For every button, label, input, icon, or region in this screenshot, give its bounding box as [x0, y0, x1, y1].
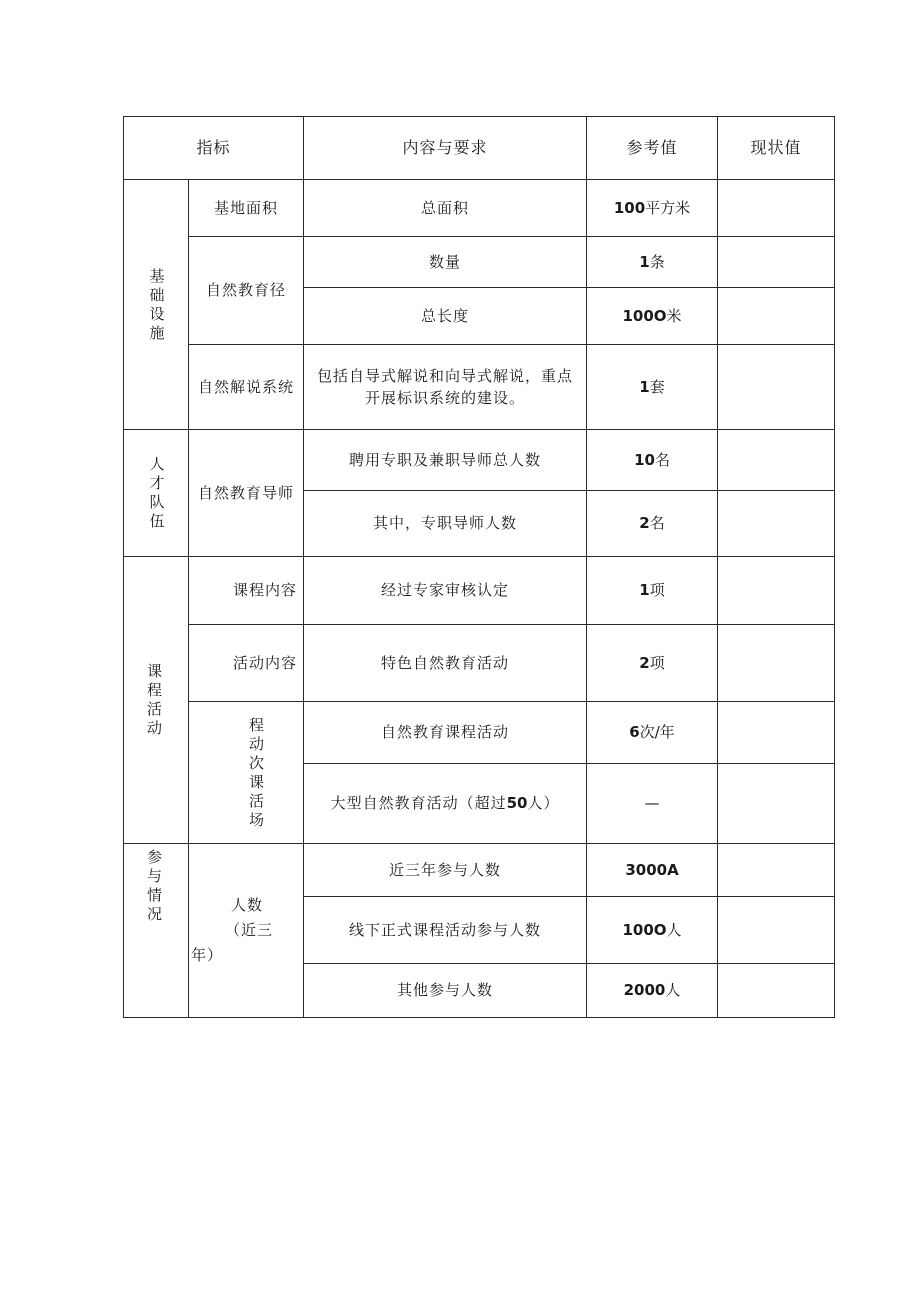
category-participation	[124, 844, 189, 1018]
content-cell: 自然教育课程活动	[304, 702, 587, 764]
category-talent	[124, 430, 189, 557]
table-row	[124, 345, 835, 430]
current-value-cell	[718, 764, 835, 844]
reference-cell: 1条	[587, 237, 718, 288]
current-value-cell	[718, 430, 835, 491]
sub-participants-line1: 人数	[231, 896, 264, 914]
header-current: 现状值	[718, 117, 835, 180]
category-courses	[124, 557, 189, 844]
current-value-cell	[718, 557, 835, 625]
sub-activity-content: 活动内容	[189, 625, 304, 702]
current-value-cell	[718, 897, 835, 964]
reference-cell: 10名	[587, 430, 718, 491]
reference-cell: 3000A	[587, 844, 718, 897]
reference-cell: 100平方米	[587, 180, 718, 237]
category-label: 人才队伍	[149, 455, 166, 530]
current-value-cell	[718, 964, 835, 1018]
content-cell: 经过专家审核认定	[304, 557, 587, 625]
content-cell: 总面积	[304, 180, 587, 237]
table-row	[124, 844, 835, 897]
category-label: 参与情况	[147, 848, 164, 923]
current-value-cell	[718, 702, 835, 764]
table-row	[124, 430, 835, 491]
category-infrastructure	[124, 180, 189, 430]
header-indicator: 指标	[124, 117, 304, 180]
sub-participants-line2: （近三	[225, 921, 274, 939]
sub-sessions-label: 程动次课活场	[249, 715, 266, 829]
reference-cell: 2名	[587, 491, 718, 557]
sub-base-area: 基地面积	[189, 180, 304, 237]
content-cell: 其他参与人数	[304, 964, 587, 1018]
current-value-cell	[718, 625, 835, 702]
table-row	[124, 557, 835, 625]
sub-interpretation: 自然解说系统	[189, 345, 304, 430]
content-cell: 近三年参与人数	[304, 844, 587, 897]
reference-cell: —	[587, 764, 718, 844]
table-row	[124, 237, 835, 288]
sub-trail: 自然教育径	[189, 237, 304, 345]
sub-participants-line3: 年）	[191, 946, 224, 964]
sub-sessions	[189, 702, 304, 844]
reference-cell: 2000人	[587, 964, 718, 1018]
content-cell: 其中，专职导师人数	[304, 491, 587, 557]
current-value-cell	[718, 237, 835, 288]
reference-cell: 100O人	[587, 897, 718, 964]
header-content: 内容与要求	[304, 117, 587, 180]
content-cell: 总长度	[304, 288, 587, 345]
content-cell: 聘用专职及兼职导师总人数	[304, 430, 587, 491]
reference-cell: 6次/年	[587, 702, 718, 764]
reference-cell: 100O米	[587, 288, 718, 345]
current-value-cell	[718, 180, 835, 237]
header-reference: 参考值	[587, 117, 718, 180]
sub-course-content: 课程内容	[189, 557, 304, 625]
indicator-table	[123, 116, 835, 1018]
content-cell: 大型自然教育活动（超过50人）	[304, 764, 587, 844]
current-value-cell	[718, 345, 835, 430]
current-value-cell	[718, 288, 835, 345]
current-value-cell	[718, 491, 835, 557]
category-label: 课程活动	[147, 662, 164, 737]
content-cell: 线下正式课程活动参与人数	[304, 897, 587, 964]
content-cell: 包括自导式解说和向导式解说，重点开展标识系统的建设。	[304, 345, 587, 430]
reference-cell: 1套	[587, 345, 718, 430]
sub-mentors: 自然教育导师	[189, 430, 304, 557]
reference-cell: 1项	[587, 557, 718, 625]
reference-cell: 2项	[587, 625, 718, 702]
sub-participants	[189, 844, 304, 1018]
table-header-row	[124, 117, 835, 180]
category-label: 基础设施	[149, 266, 166, 342]
table-row	[124, 702, 835, 764]
content-cell: 特色自然教育活动	[304, 625, 587, 702]
current-value-cell	[718, 844, 835, 897]
table-row	[124, 180, 835, 237]
table-row	[124, 625, 835, 702]
content-cell: 数量	[304, 237, 587, 288]
